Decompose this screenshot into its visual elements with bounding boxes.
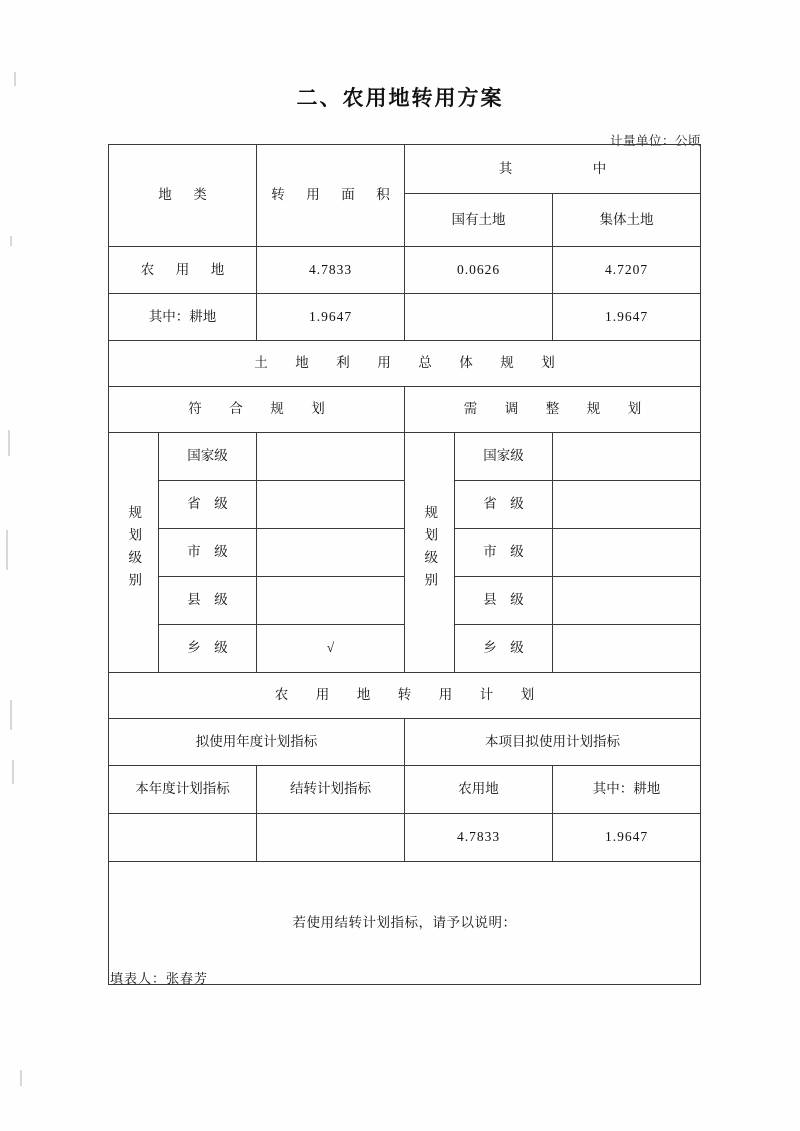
subheader-current-year-target: 本年度计划指标 <box>109 766 257 814</box>
plan-target-header-row <box>109 719 701 766</box>
header-state-owned-land: 国有土地 <box>405 194 553 247</box>
row-collective-agricultural-land: 4.7207 <box>553 247 701 294</box>
scan-artifact <box>10 236 12 246</box>
form-filler-name: 填表人：张春芳 <box>110 971 209 986</box>
subheader-agricultural-land: 农用地 <box>405 766 553 814</box>
table-row <box>109 247 701 294</box>
section-adjust-plan-title: 需 调 整 规 划 <box>405 387 701 433</box>
plan-level-name-adjust: 市 级 <box>455 529 553 577</box>
carryover-note-row <box>109 862 701 985</box>
plan-target-subheader-row <box>109 766 701 814</box>
plan-level-name-conform: 乡 级 <box>159 625 257 673</box>
row-area-cultivated-land: 1.9647 <box>257 294 405 341</box>
value-agricultural-land[interactable]: 4.7833 <box>405 814 553 862</box>
plan-level-label-conform: 规划级别 <box>109 433 159 673</box>
table-header-row <box>109 145 701 194</box>
row-area-agricultural-land: 4.7833 <box>257 247 405 294</box>
row-label-cultivated-land: 其中：耕地 <box>109 294 257 341</box>
carryover-note[interactable]: 若使用结转计划指标，请予以说明： <box>109 862 701 985</box>
subheader-carryover-target: 结转计划指标 <box>257 766 405 814</box>
plan-target-value-row <box>109 814 701 862</box>
value-cultivated-land[interactable]: 1.9647 <box>553 814 701 862</box>
plan-level-name-conform: 国家级 <box>159 433 257 481</box>
scan-artifact <box>10 700 12 730</box>
plan-level-label-adjust: 规划级别 <box>405 433 455 673</box>
row-label-agricultural-land: 农 用 地 <box>109 247 257 294</box>
plan-level-name-conform: 市 级 <box>159 529 257 577</box>
scan-artifact <box>12 760 14 784</box>
scan-artifact <box>8 430 10 456</box>
plan-level-mark-adjust[interactable] <box>553 481 701 529</box>
plan-level-name-conform: 省 级 <box>159 481 257 529</box>
plan-level-mark-conform[interactable] <box>257 529 405 577</box>
table-row <box>109 294 701 341</box>
row-state-owned-cultivated-land <box>405 294 553 341</box>
plan-level-mark-conform[interactable] <box>257 481 405 529</box>
unit-note: 计量单位：公顷 <box>609 134 701 148</box>
agricultural-land-conversion-table <box>108 144 701 985</box>
page-title: 二、农用地转用方案 <box>296 87 504 110</box>
plan-level-mark-conform[interactable] <box>257 433 405 481</box>
plan-level-mark-adjust[interactable] <box>553 625 701 673</box>
row-collective-cultivated-land: 1.9647 <box>553 294 701 341</box>
value-carryover-target[interactable] <box>257 814 405 862</box>
section-overall-plan-title: 土 地 利 用 总 体 规 划 <box>109 341 701 387</box>
section-conversion-plan-title: 农 用 地 转 用 计 划 <box>109 673 701 719</box>
value-current-year-target[interactable] <box>109 814 257 862</box>
plan-level-name-adjust: 乡 级 <box>455 625 553 673</box>
subheader-cultivated-land: 其中：耕地 <box>553 766 701 814</box>
plan-level-name-adjust: 省 级 <box>455 481 553 529</box>
header-converted-area: 转 用 面 积 <box>257 145 405 247</box>
plan-level-mark-adjust[interactable] <box>553 577 701 625</box>
plan-level-name-adjust: 国家级 <box>455 433 553 481</box>
plan-level-mark-conform[interactable] <box>257 577 405 625</box>
plan-level-row <box>109 433 701 481</box>
plan-subsection-row <box>109 387 701 433</box>
section-conform-plan-title: 符 合 规 划 <box>109 387 405 433</box>
plan-level-mark-adjust[interactable] <box>553 433 701 481</box>
plan-level-mark-conform[interactable]: √ <box>257 625 405 673</box>
scan-artifact <box>6 530 8 570</box>
plan-level-name-conform: 县 级 <box>159 577 257 625</box>
plan-level-name-adjust: 县 级 <box>455 577 553 625</box>
plan-level-mark-adjust[interactable] <box>553 529 701 577</box>
header-project-plan-target: 本项目拟使用计划指标 <box>405 719 701 766</box>
section-header-row <box>109 673 701 719</box>
header-collective-land: 集体土地 <box>553 194 701 247</box>
main-table-wrapper <box>108 144 700 985</box>
header-land-type: 地 类 <box>109 145 257 247</box>
row-state-owned-agricultural-land: 0.0626 <box>405 247 553 294</box>
section-header-row <box>109 341 701 387</box>
header-among-which: 其 中 <box>405 145 701 194</box>
header-annual-plan-target: 拟使用年度计划指标 <box>109 719 405 766</box>
scan-artifact <box>20 1070 22 1086</box>
